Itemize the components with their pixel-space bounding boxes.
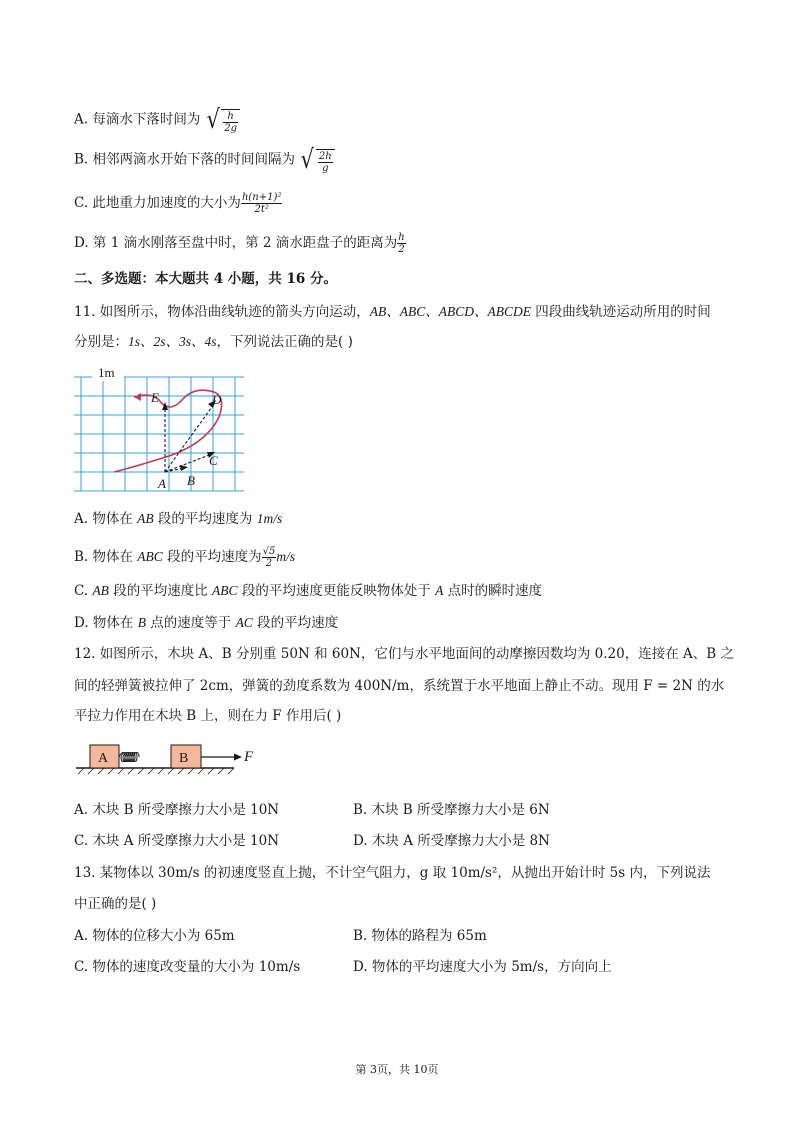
option-text: 点的速度等于 <box>145 615 236 631</box>
q13-option-c: C. 物体的速度改变量的大小为 10m/s <box>74 959 301 975</box>
stem-math: AB、ABC、ABCD、ABCDE <box>369 304 531 319</box>
q12-stem-line3: 平拉力作用在木块 B 上，则在力 F 作用后( ) <box>74 708 342 724</box>
option-math: m/s <box>276 549 296 564</box>
point-label-d: D <box>212 392 222 407</box>
q10-option-b <box>74 146 335 174</box>
force-arrowhead <box>234 754 242 761</box>
frac-num: h <box>398 232 405 243</box>
stem-text: 四段曲线轨迹运动所用的时间 <box>531 304 711 320</box>
option-text: D. 物体在 <box>74 615 138 631</box>
stem-math: 1s、2s、3s、4s <box>128 334 217 349</box>
q12-spring-blocks-figure <box>74 740 264 776</box>
fraction <box>241 192 282 215</box>
q11-stem-line1 <box>74 303 711 321</box>
q12-stem-line1: 12. 如图所示，木块 A、B 分别重 50N 和 60N，它们与水平地面间的动摩擦因数均为 0.20，连接在 A、B 之 <box>74 646 734 662</box>
point-label-a: A <box>158 476 166 491</box>
option-math: A <box>435 583 444 598</box>
section-title: 二、多选题：本大题共 4 小题，共 16 分。 <box>74 271 337 287</box>
displacement-vectors <box>165 404 214 472</box>
q12-stem-line2: 间的轻弹簧被拉伸了 2cm，弹簧的劲度系数为 400N/m，系统置于水平地面上静止不动。现用 F = 2N 的水 <box>74 678 725 694</box>
option-text: 段的平均速度比 <box>108 583 213 599</box>
spring <box>119 753 139 762</box>
option-text: B. 物体在 <box>74 549 138 565</box>
frac-num: h <box>223 111 238 123</box>
option-text: D. 第 1 滴水刚落至盘中时，第 2 滴水距盘子的距离为 <box>74 235 398 251</box>
page-footer: 第 3页，共 10页 <box>355 1063 439 1076</box>
frac-num: h(n+1)² <box>241 192 282 203</box>
stem-text: 11. 如图所示，物体沿曲线轨迹的箭头方向运动， <box>74 304 370 320</box>
fraction <box>397 232 405 255</box>
q13-stem-line2: 中正确的是( ) <box>74 896 157 912</box>
frac-num: √5 <box>262 546 276 557</box>
option-math: B <box>137 615 146 630</box>
option-text: 段的平均速度 <box>252 615 339 631</box>
option-text: C. <box>74 583 93 599</box>
q11-option-a <box>74 510 282 528</box>
frac-den: 2t² <box>254 204 269 215</box>
q13-stem-line1: 13. 某物体以 30m/s 的初速度竖直上抛，不计空气阻力，g 取 10m/s²，从抛出开始计时 5s 内，下列说法 <box>74 865 711 881</box>
sqrt-expr: √ $\frac{h}{2g}$ <box>205 106 240 134</box>
q12-option-b: B. 木块 B 所受摩擦力大小是 6N <box>353 802 550 818</box>
q12-option-d: D. 木块 A 所受摩擦力大小是 8N <box>353 833 550 849</box>
q11-trajectory-figure <box>74 362 249 494</box>
q12-option-c: C. 木块 A 所受摩擦力大小是 10N <box>74 833 280 849</box>
vector-ad <box>165 404 214 472</box>
q11-option-b <box>74 546 295 569</box>
option-math: ABC <box>212 583 238 598</box>
q13-option-b: B. 物体的路程为 65m <box>353 928 487 944</box>
option-text: 点时的瞬时速度 <box>443 583 543 599</box>
stem-text: 分别是： <box>74 334 128 350</box>
sqrt-expr: √ $\frac{2h}{g}$ <box>299 146 334 174</box>
point-label-b: B <box>187 473 195 488</box>
option-text: B. 相邻两滴水开始下落的时间间隔为 <box>74 151 296 168</box>
block-a-label: A <box>98 751 109 766</box>
frac-den: 2 <box>265 558 273 569</box>
q12-option-a: A. 木块 B 所受摩擦力大小是 10N <box>74 802 280 818</box>
option-math: 1m/s <box>256 511 283 526</box>
ground-hatch <box>78 768 234 774</box>
block-b-label: B <box>179 751 189 766</box>
option-math: AB <box>137 511 154 526</box>
q11-option-c <box>74 582 542 600</box>
scale-label: 1m <box>98 365 115 380</box>
option-text: C. 此地重力加速度的大小为 <box>74 195 241 211</box>
frac-den: 2g <box>224 122 237 134</box>
q10-option-d <box>74 232 406 255</box>
q10-option-a <box>74 106 240 134</box>
q13-option-d: D. 物体的平均速度大小为 5m/s，方向向上 <box>353 959 612 975</box>
point-label-e: E <box>151 390 159 405</box>
frac-den: 2 <box>398 244 405 255</box>
trajectory-curve <box>114 390 222 472</box>
force-label: F <box>244 749 254 765</box>
option-text: A. 每滴水下落时间为 <box>74 111 201 128</box>
stem-text: ，下列说法正确的是( ) <box>216 334 353 350</box>
arrowhead-b <box>180 465 188 471</box>
q13-option-a: A. 物体的位移大小为 65m <box>74 928 235 944</box>
option-math: ABC <box>137 549 163 564</box>
option-text: 段的平均速度更能反映物体处于 <box>237 583 436 599</box>
q10-option-c <box>74 192 282 215</box>
option-text: 段的平均速度为 <box>162 549 262 565</box>
point-label-c: C <box>209 453 218 468</box>
option-math: AC <box>235 615 253 630</box>
option-text: A. 物体在 <box>74 511 138 527</box>
frac-den: g <box>322 162 329 174</box>
q11-stem-line2 <box>74 333 353 351</box>
option-text: 段的平均速度为 <box>153 511 257 527</box>
frac-num: 2h <box>318 150 332 162</box>
fraction <box>262 546 277 569</box>
q11-option-d <box>74 614 338 632</box>
trajectory-arrowhead <box>134 393 141 401</box>
option-math: AB <box>92 583 109 598</box>
